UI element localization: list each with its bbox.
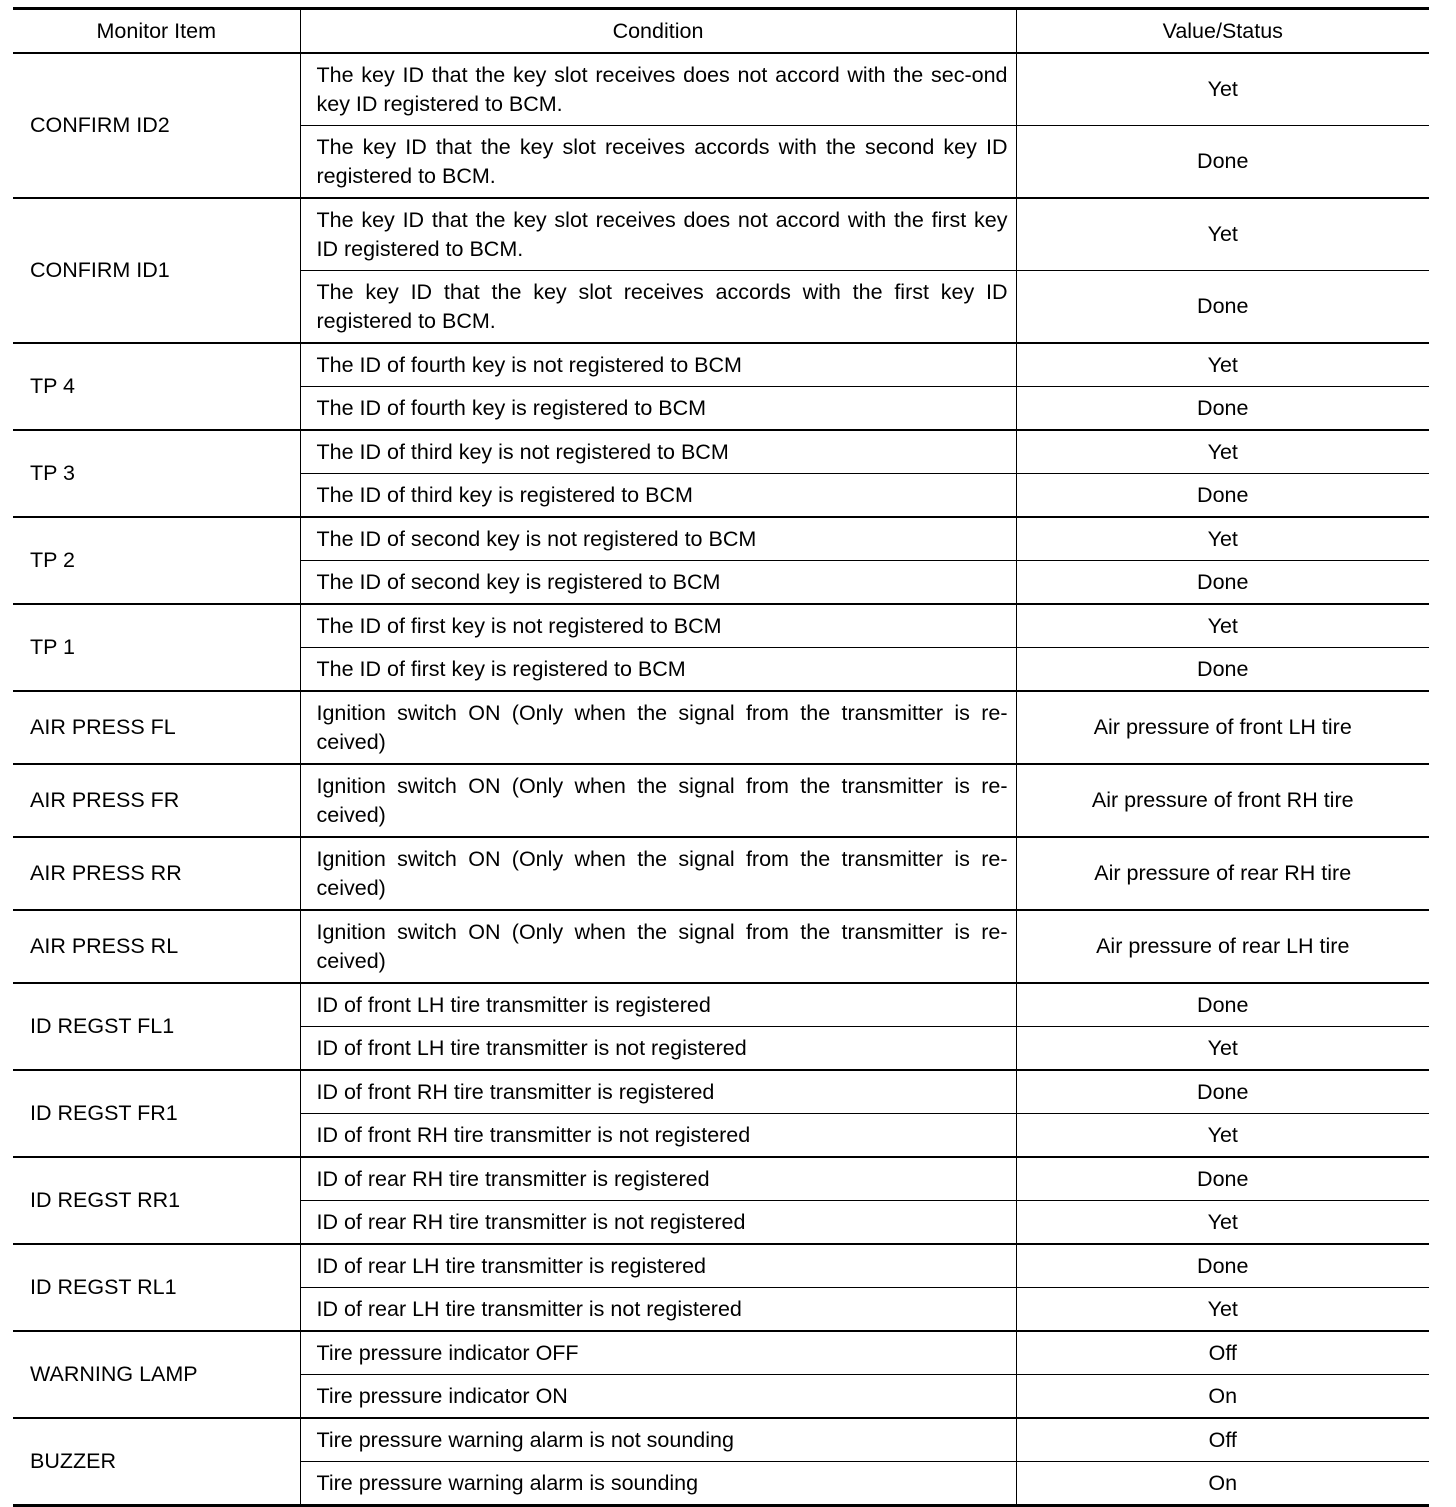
monitor-item-cell: AIR PRESS RR	[13, 837, 300, 910]
value-status-cell: Yet	[1016, 604, 1429, 648]
value-status-cell: Off	[1016, 1331, 1429, 1375]
value-status-cell: Done	[1016, 983, 1429, 1027]
monitor-item-cell: CONFIRM ID2	[13, 53, 300, 198]
table-header-row	[13, 9, 1429, 54]
condition-cell: The key ID that the key slot receives does not accord with the first key ID registered to BCM.	[300, 198, 1016, 271]
condition-cell: ID of rear LH tire transmitter is not registered	[300, 1288, 1016, 1332]
table-row	[13, 198, 1429, 271]
condition-cell: ID of front LH tire transmitter is not registered	[300, 1027, 1016, 1071]
condition-cell: Tire pressure warning alarm is sounding	[300, 1462, 1016, 1506]
condition-cell: The ID of second key is not registered to BCM	[300, 517, 1016, 561]
table-row	[13, 764, 1429, 837]
value-status-cell: Yet	[1016, 1288, 1429, 1332]
value-status-cell: Yet	[1016, 430, 1429, 474]
condition-cell: Tire pressure indicator ON	[300, 1375, 1016, 1419]
condition-cell: The ID of third key is not registered to BCM	[300, 430, 1016, 474]
monitor-item-cell: CONFIRM ID1	[13, 198, 300, 343]
condition-cell: ID of front RH tire transmitter is not registered	[300, 1114, 1016, 1158]
monitor-item-cell: TP 4	[13, 343, 300, 430]
value-status-cell: Done	[1016, 648, 1429, 692]
value-status-cell: On	[1016, 1462, 1429, 1506]
monitor-item-cell: TP 3	[13, 430, 300, 517]
table-row	[13, 1331, 1429, 1375]
monitor-item-cell: AIR PRESS RL	[13, 910, 300, 983]
condition-cell: ID of front LH tire transmitter is registered	[300, 983, 1016, 1027]
table-row	[13, 53, 1429, 126]
value-status-cell: Done	[1016, 1244, 1429, 1288]
value-status-cell: Done	[1016, 387, 1429, 431]
condition-cell: The key ID that the key slot receives accords with the first key ID registered to BCM.	[300, 271, 1016, 344]
condition-cell: The ID of first key is not registered to BCM	[300, 604, 1016, 648]
value-status-cell: Done	[1016, 1070, 1429, 1114]
monitor-item-cell: ID REGST FR1	[13, 1070, 300, 1157]
table-row	[13, 983, 1429, 1027]
table-row	[13, 430, 1429, 474]
condition-cell: Tire pressure indicator OFF	[300, 1331, 1016, 1375]
condition-cell: The key ID that the key slot receives does not accord with the sec-ond key ID registered to BCM.	[300, 53, 1016, 126]
condition-cell: Ignition switch ON (Only when the signal from the transmitter is re-ceived)	[300, 910, 1016, 983]
value-status-cell: Done	[1016, 1157, 1429, 1201]
monitor-item-cell: ID REGST FL1	[13, 983, 300, 1070]
monitor-item-cell: WARNING LAMP	[13, 1331, 300, 1418]
table-row	[13, 691, 1429, 764]
condition-cell: ID of rear RH tire transmitter is registered	[300, 1157, 1016, 1201]
value-status-cell: Done	[1016, 561, 1429, 605]
value-status-cell: Yet	[1016, 1201, 1429, 1245]
condition-cell: The ID of second key is registered to BCM	[300, 561, 1016, 605]
table-row	[13, 837, 1429, 910]
value-status-cell: Yet	[1016, 1114, 1429, 1158]
table-row	[13, 1157, 1429, 1201]
table-row	[13, 1418, 1429, 1462]
condition-cell: ID of rear RH tire transmitter is not registered	[300, 1201, 1016, 1245]
monitor-item-table	[13, 7, 1429, 1507]
monitor-item-cell: TP 1	[13, 604, 300, 691]
condition-cell: Ignition switch ON (Only when the signal from the transmitter is re-ceived)	[300, 764, 1016, 837]
condition-cell: The ID of fourth key is not registered to BCM	[300, 343, 1016, 387]
monitor-item-cell: AIR PRESS FR	[13, 764, 300, 837]
table-row	[13, 604, 1429, 648]
condition-cell: The ID of fourth key is registered to BCM	[300, 387, 1016, 431]
value-status-cell: Yet	[1016, 53, 1429, 126]
value-status-cell: Done	[1016, 474, 1429, 518]
value-status-cell: Yet	[1016, 1027, 1429, 1071]
monitor-item-cell: ID REGST RR1	[13, 1157, 300, 1244]
condition-cell: Tire pressure warning alarm is not sounding	[300, 1418, 1016, 1462]
table-row	[13, 343, 1429, 387]
monitor-item-cell: TP 2	[13, 517, 300, 604]
value-status-cell: Air pressure of rear RH tire	[1016, 837, 1429, 910]
table-row	[13, 1244, 1429, 1288]
monitor-item-cell: ID REGST RL1	[13, 1244, 300, 1331]
monitor-item-cell: BUZZER	[13, 1418, 300, 1506]
header-value-status: Value/Status	[1016, 9, 1429, 54]
value-status-cell: Air pressure of front RH tire	[1016, 764, 1429, 837]
table-row	[13, 1070, 1429, 1114]
condition-cell: Ignition switch ON (Only when the signal from the transmitter is re-ceived)	[300, 691, 1016, 764]
value-status-cell: Yet	[1016, 517, 1429, 561]
value-status-cell: Done	[1016, 271, 1429, 344]
value-status-cell: Air pressure of front LH tire	[1016, 691, 1429, 764]
condition-cell: ID of rear LH tire transmitter is registered	[300, 1244, 1016, 1288]
value-status-cell: Off	[1016, 1418, 1429, 1462]
header-condition: Condition	[300, 9, 1016, 54]
condition-cell: Ignition switch ON (Only when the signal from the transmitter is re-ceived)	[300, 837, 1016, 910]
condition-cell: The key ID that the key slot receives accords with the second key ID registered to BCM.	[300, 126, 1016, 199]
condition-cell: The ID of third key is registered to BCM	[300, 474, 1016, 518]
monitor-item-cell: AIR PRESS FL	[13, 691, 300, 764]
value-status-cell: Yet	[1016, 343, 1429, 387]
value-status-cell: On	[1016, 1375, 1429, 1419]
condition-cell: The ID of first key is registered to BCM	[300, 648, 1016, 692]
header-monitor-item: Monitor Item	[13, 9, 300, 54]
table-row	[13, 910, 1429, 983]
table-row	[13, 517, 1429, 561]
value-status-cell: Done	[1016, 126, 1429, 199]
value-status-cell: Air pressure of rear LH tire	[1016, 910, 1429, 983]
value-status-cell: Yet	[1016, 198, 1429, 271]
condition-cell: ID of front RH tire transmitter is registered	[300, 1070, 1016, 1114]
